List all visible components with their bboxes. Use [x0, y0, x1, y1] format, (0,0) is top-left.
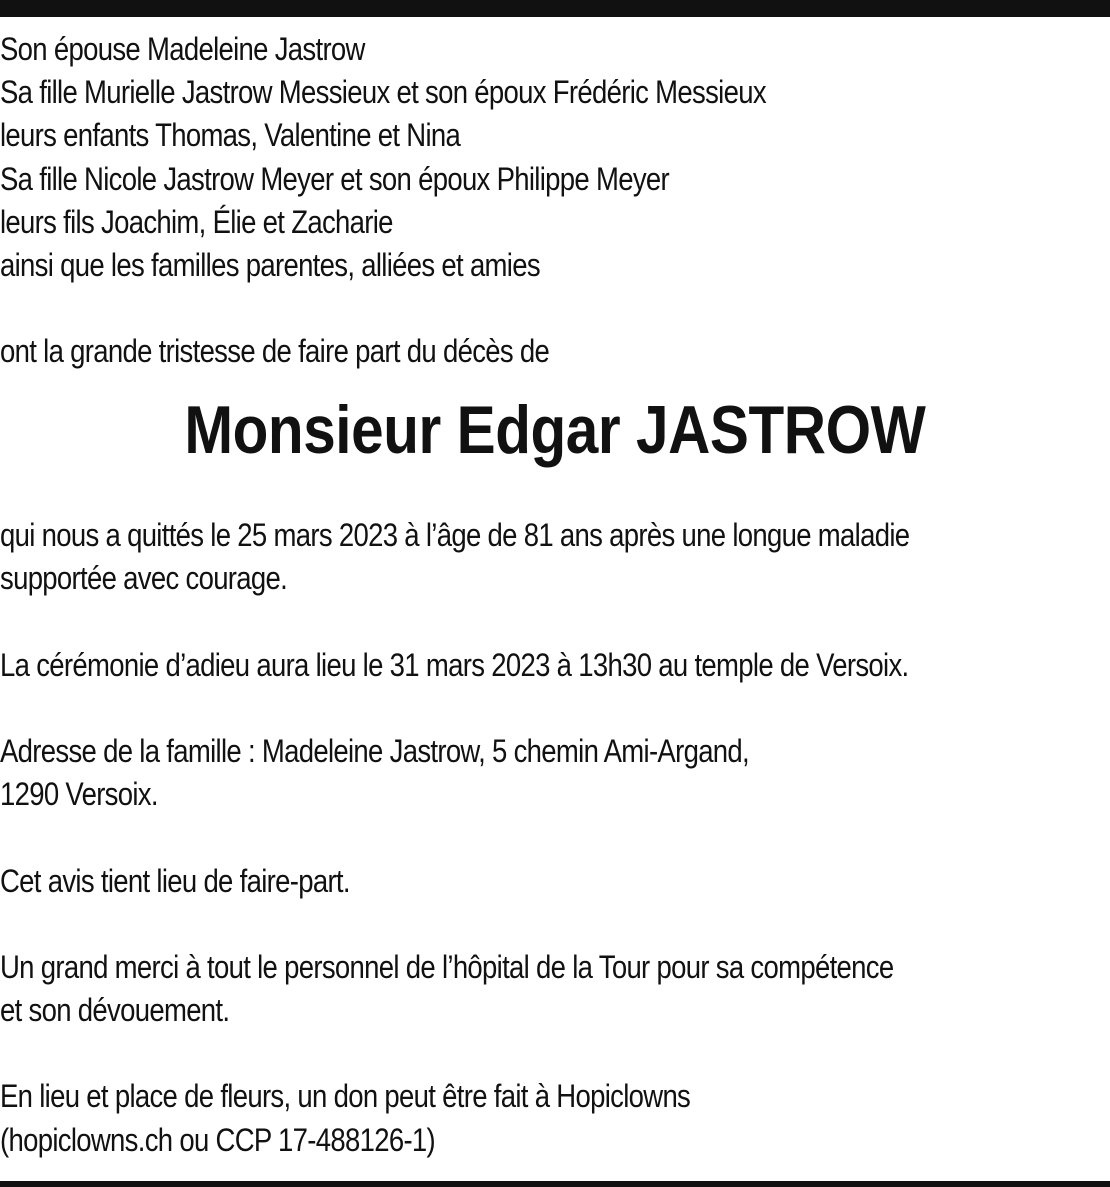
family-line: ainsi que les familles parentes, alliées et amies: [0, 246, 540, 283]
family-line: leurs enfants Thomas, Valentine et Nina: [0, 117, 461, 154]
address-line: 1290 Versoix.: [0, 776, 158, 813]
notice-line: Cet avis tient lieu de faire-part.: [0, 862, 350, 899]
deceased-name: Monsieur Edgar JASTROW: [184, 392, 926, 468]
top-rule: [0, 0, 1110, 17]
passing-line: supportée avec courage.: [0, 560, 288, 597]
thanks-line: Un grand merci à tout le personnel de l’hôpital de la Tour pour sa compétence: [0, 948, 894, 985]
donation-line: (hopiclowns.ch ou CCP 17-488126-1): [0, 1121, 436, 1158]
announcement-line: ont la grande tristesse de faire part du décès de: [0, 333, 550, 370]
family-line: Sa fille Nicole Jastrow Meyer et son époux Philippe Meyer: [0, 160, 669, 197]
deceased-name-block: [0, 392, 1110, 468]
address-line: Adresse de la famille : Madeleine Jastrow, 5 chemin Ami-Argand,: [0, 732, 750, 769]
family-block: [0, 28, 1109, 374]
details-block: [0, 514, 1109, 1162]
donation-line: En lieu et place de fleurs, un don peut être fait à Hopiclowns: [0, 1078, 691, 1115]
passing-line: qui nous a quittés le 25 mars 2023 à l’âge de 81 ans après une longue maladie: [0, 517, 910, 553]
ceremony-line: La cérémonie d’adieu aura lieu le 31 mars 2023 à 13h30 au temple de Versoix.: [0, 646, 909, 683]
family-line: Son épouse Madeleine Jastrow: [0, 31, 365, 67]
family-line: leurs fils Joachim, Élie et Zacharie: [0, 203, 393, 240]
family-line: Sa fille Murielle Jastrow Messieux et son époux Frédéric Messieux: [0, 74, 766, 111]
bottom-rule: [0, 1181, 1110, 1187]
thanks-line: et son dévouement.: [0, 992, 230, 1029]
